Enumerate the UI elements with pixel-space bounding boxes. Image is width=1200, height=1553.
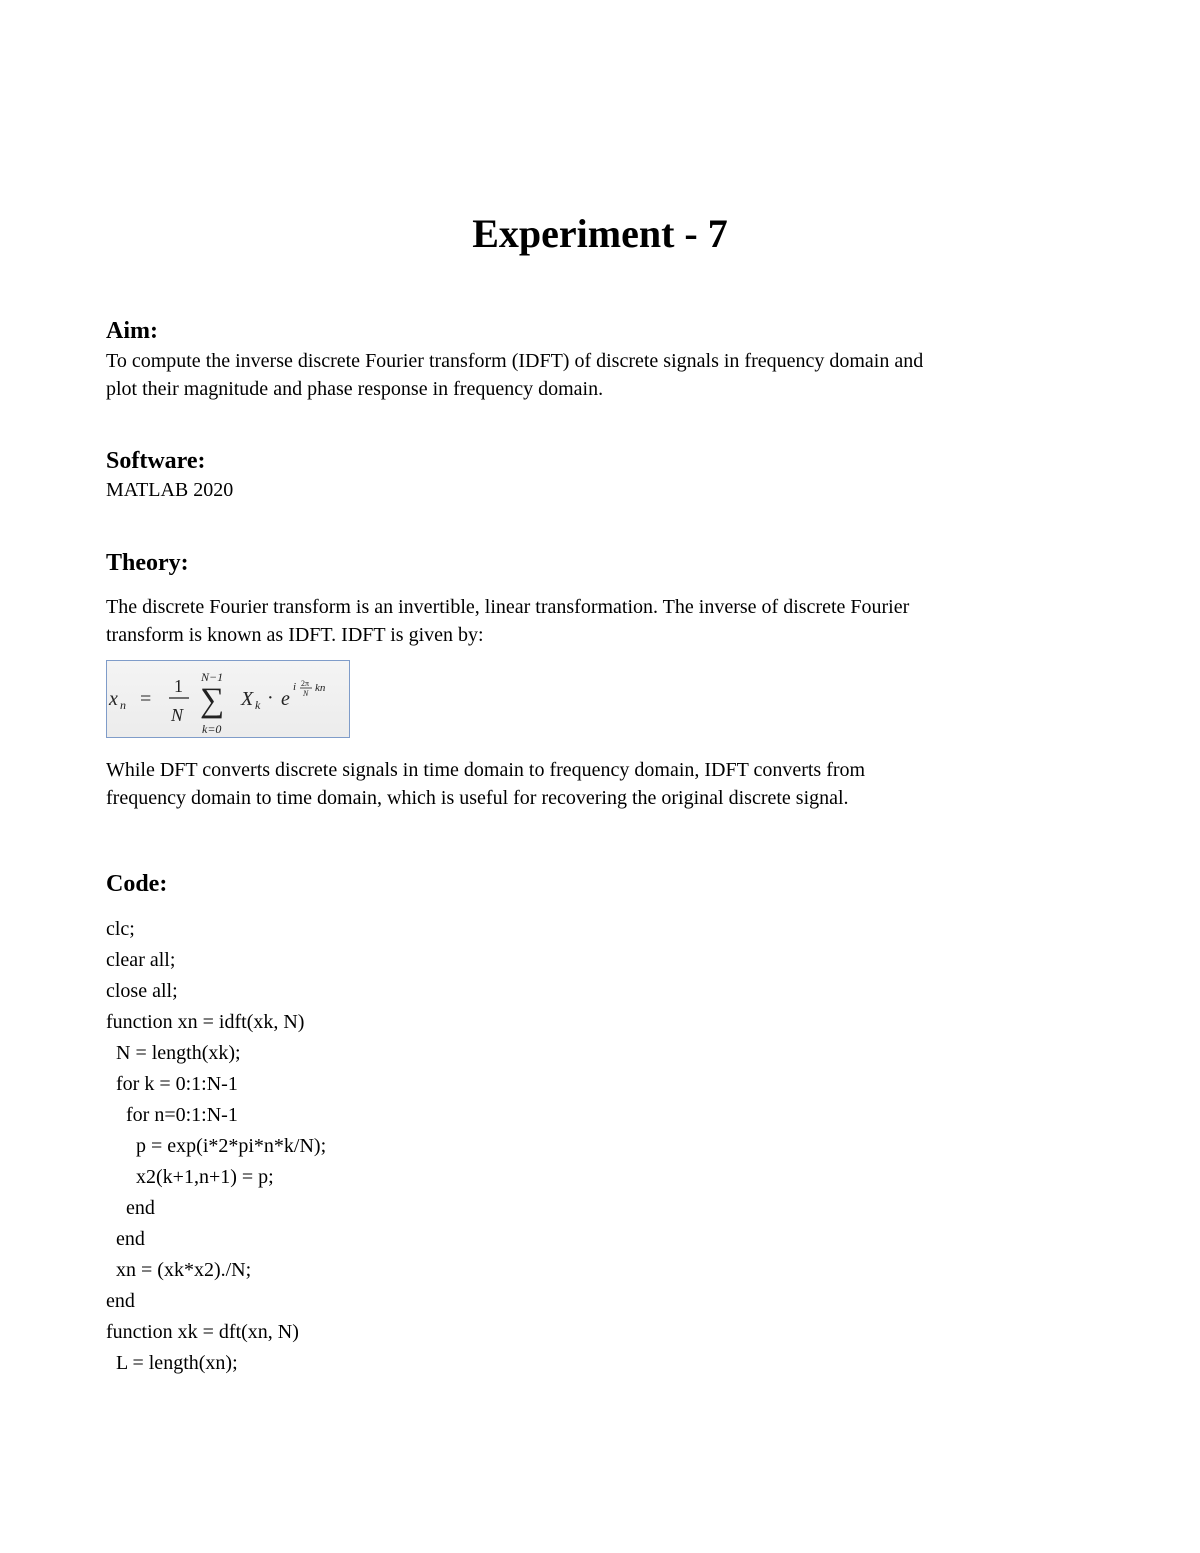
formula-sum-upper: N−1 xyxy=(201,670,224,684)
formula-dot: · xyxy=(267,687,274,709)
code-line: for n=0:1:N-1 xyxy=(106,1104,238,1126)
theory-line: The discrete Fourier transform is an invertible, linear transformation. The inverse of discrete Fourier xyxy=(106,596,910,618)
formula-exp-i: i xyxy=(293,681,297,693)
code-line: function xn = idft(xk, N) xyxy=(106,1011,305,1033)
code-line: x2(k+1,n+1) = p; xyxy=(106,1166,274,1188)
formula-exp-tail: kn xyxy=(315,682,326,694)
formula-equals: = xyxy=(140,688,152,710)
code-line: function xk = dft(xn, N) xyxy=(106,1321,299,1343)
code-line: end xyxy=(106,1290,135,1312)
code-heading: Code: xyxy=(106,871,168,897)
formula-exp-den: N xyxy=(303,689,309,698)
code-block xyxy=(106,914,326,1379)
theory-outro xyxy=(106,756,1096,812)
code-line: end xyxy=(106,1197,155,1219)
idft-formula xyxy=(106,660,350,738)
code-line: p = exp(i*2*pi*n*k/N); xyxy=(106,1135,327,1157)
formula-frac-num: 1 xyxy=(174,676,183,696)
formula-lhs-sub: n xyxy=(120,698,126,712)
theory-line: While DFT converts discrete signals in time domain to frequency domain, IDFT converts from xyxy=(106,759,866,781)
code-line: xn = (xk*x2)./N; xyxy=(106,1259,252,1281)
code-line: clear all; xyxy=(106,949,176,971)
formula-exp-base: e xyxy=(281,688,290,710)
code-line: for k = 0:1:N-1 xyxy=(106,1073,238,1095)
code-line: clc; xyxy=(106,918,135,940)
formula-sum-lower: k=0 xyxy=(202,722,222,736)
formula-term: X xyxy=(241,688,254,710)
software-heading: Software: xyxy=(106,448,206,474)
theory-line: transform is known as IDFT. IDFT is given by: xyxy=(106,624,484,646)
aim-heading: Aim: xyxy=(106,318,158,344)
software-text xyxy=(106,476,1096,504)
code-line: L = length(xn); xyxy=(106,1352,238,1374)
code-line: N = length(xk); xyxy=(106,1042,241,1064)
aim-text xyxy=(106,347,1096,403)
theory-line: frequency domain to time domain, which is useful for recovering the original discrete signal. xyxy=(106,787,849,809)
aim-line: plot their magnitude and phase response in frequency domain. xyxy=(106,378,604,400)
formula-term-sub: k xyxy=(255,698,261,712)
formula-lhs: x xyxy=(109,688,118,710)
formula-exp-num: 2π xyxy=(301,679,310,688)
page-title: Experiment - 7 xyxy=(472,211,728,256)
code-line: end xyxy=(106,1228,145,1250)
theory-heading: Theory: xyxy=(106,550,189,576)
idft-formula-graphic xyxy=(107,661,349,737)
formula-frac-den: N xyxy=(171,705,184,725)
theory-intro xyxy=(106,593,1096,649)
formula-sum-sign: ∑ xyxy=(200,682,225,719)
code-line: close all; xyxy=(106,980,178,1002)
software-value: MATLAB 2020 xyxy=(106,479,234,501)
aim-line: To compute the inverse discrete Fourier transform (IDFT) of discrete signals in frequency domain and xyxy=(106,350,924,372)
